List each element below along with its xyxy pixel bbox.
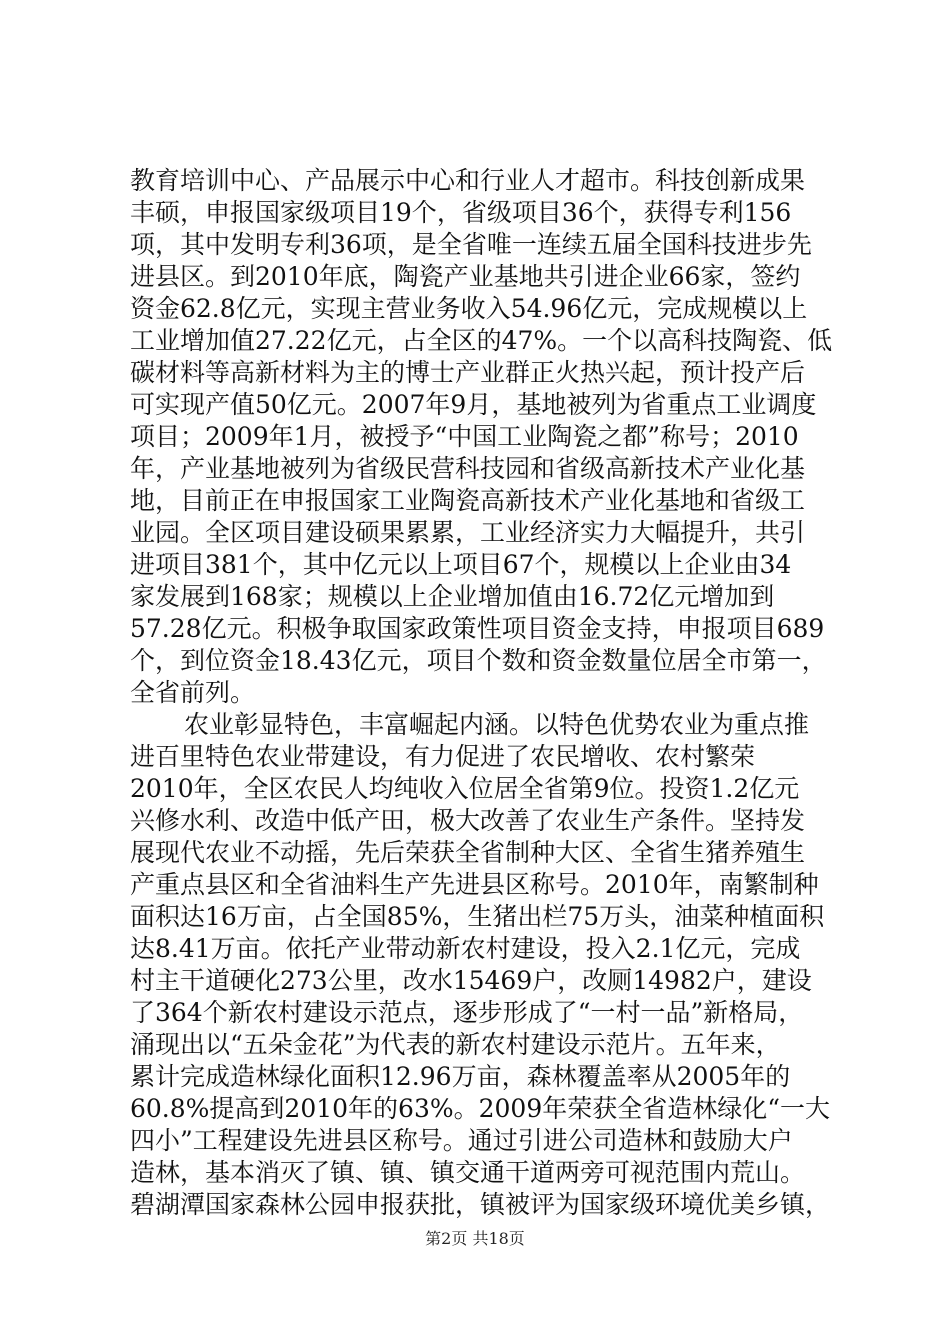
text-line: 达8.41万亩。依托产业带动新农村建设，投入2.1亿元，完成 [130, 934, 801, 963]
text-line: 全省前列。 [130, 678, 256, 707]
text-line: 碧湖潭国家森林公园申报获批，镇被评为国家级环境优美乡镇， [130, 1190, 831, 1219]
text-line: 造林，基本消灭了镇、镇、镇交通干道两旁可视范围内荒山。 [130, 1158, 806, 1187]
text-line: 年，产业基地被列为省级民营科技园和省级高新技术产业化基 [130, 454, 806, 483]
text-line: 累计完成造林绿化面积12.96万亩，森林覆盖率从2005年的 [130, 1062, 791, 1091]
text-line: 四小”工程建设先进县区称号。通过引进公司造林和鼓励大户 [130, 1126, 793, 1155]
text-line: 项目；2009年1月，被授予“中国工业陶瓷之都”称号；2010 [130, 422, 799, 451]
text-line: 项，其中发明专利36项，是全省唯一连续五届全国科技进步先 [130, 230, 812, 259]
text-line: 兴修水利、改造中低产田，极大改善了农业生产条件。坚持发 [130, 806, 806, 835]
text-line: 个，到位资金18.43亿元，项目个数和资金数量位居全市第一， [130, 646, 827, 675]
page-number-footer: 第2页 共18页 [425, 1229, 525, 1248]
text-line: 资金62.8亿元，实现主营业务收入54.96亿元，完成规模以上 [130, 294, 808, 323]
text-line: 产重点县区和全省油料生产先进县区称号。2010年，南繁制种 [130, 870, 819, 899]
paragraph-start-line: 农业彰显特色，丰富崛起内涵。以特色优势农业为重点推 [184, 710, 810, 739]
text-line: 可实现产值50亿元。2007年9月，基地被列为省重点工业调度 [130, 390, 817, 419]
text-line: 60.8%提高到2010年的63%。2009年荣获全省造林绿化“一大 [130, 1094, 831, 1123]
text-line: 展现代农业不动摇，先后荣获全省制种大区、全省生猪养殖生 [130, 838, 806, 867]
text-line: 进项目381个，其中亿元以上项目67个，规模以上企业由34 [130, 550, 792, 579]
text-line: 教育培训中心、产品展示中心和行业人才超市。科技创新成果 [130, 166, 806, 195]
text-line: 业园。全区项目建设硕果累累，工业经济实力大幅提升，共引 [130, 518, 806, 547]
text-line: 进县区。到2010年底，陶瓷产业基地共引进企业66家，签约 [130, 262, 801, 291]
text-line: 工业增加值27.22亿元，占全区的47%。一个以高科技陶瓷、低 [130, 326, 833, 355]
text-line: 丰硕，申报国家级项目19个，省级项目36个，获得专利156 [130, 198, 792, 227]
text-line: 2010年，全区农民人均纯收入位居全省第9位。投资1.2亿元 [130, 774, 800, 803]
text-line: 面积达16万亩，占全国85%，生猪出栏75万头，油菜种植面积 [130, 902, 825, 931]
text-line: 了364个新农村建设示范点，逐步形成了“一村一品”新格局， [130, 998, 804, 1027]
text-line: 村主干道硬化273公里，改水15469户，改厕14982户，建设 [130, 966, 812, 995]
text-line: 地，目前正在申报国家工业陶瓷高新技术产业化基地和省级工 [130, 486, 806, 515]
text-line: 进百里特色农业带建设，有力促进了农民增收、农村繁荣 [130, 742, 756, 771]
text-line: 57.28亿元。积极争取国家政策性项目资金支持，申报项目689 [130, 614, 825, 643]
text-line: 涌现出以“五朵金花”为代表的新农村建设示范片。五年来， [130, 1030, 781, 1059]
text-line: 家发展到168家；规模以上企业增加值由16.72亿元增加到 [130, 582, 775, 611]
document-body [130, 165, 833, 1221]
text-line: 碳材料等高新材料为主的博士产业群正火热兴起，预计投产后 [130, 358, 806, 387]
